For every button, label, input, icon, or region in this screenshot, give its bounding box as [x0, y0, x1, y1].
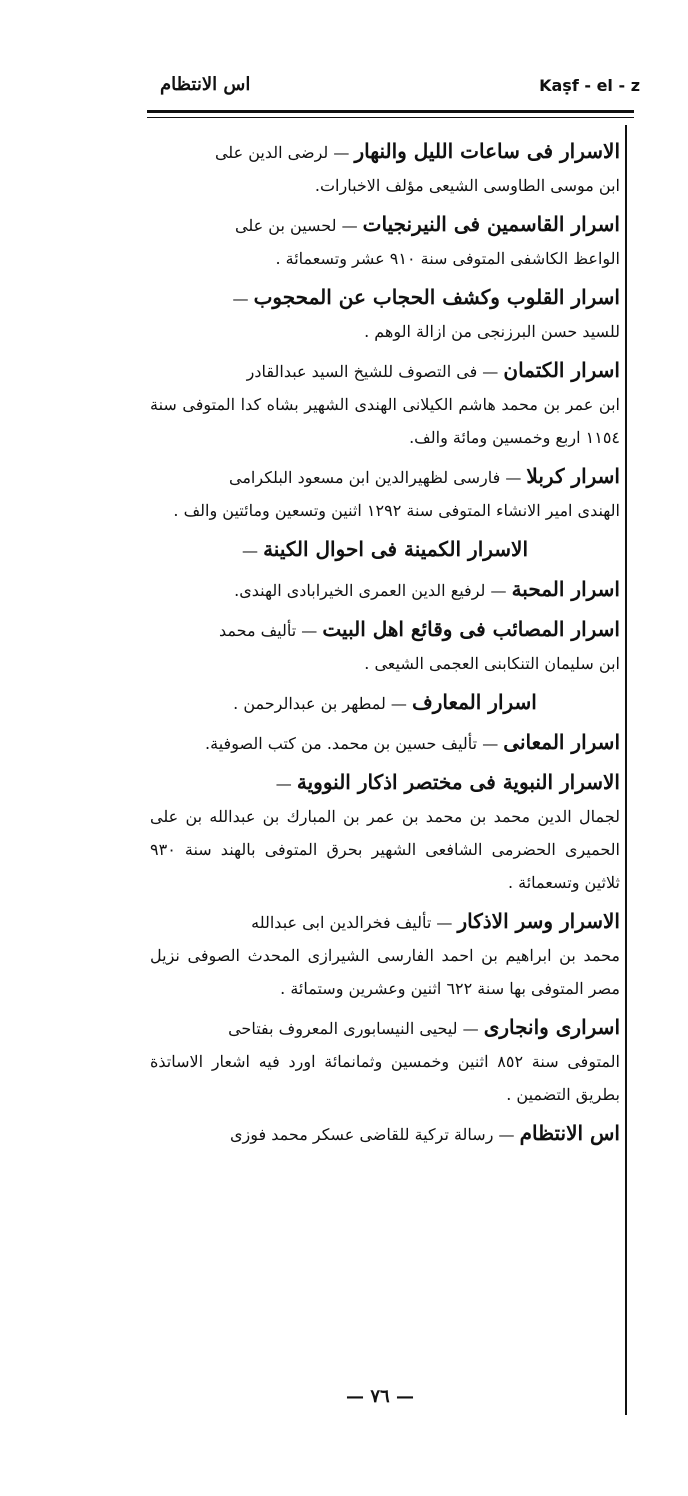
entry — [150, 135, 620, 202]
entry-details: محمد بن ابراهيم بن احمد الفارسى الشيرازى المحدث الصوفى نزيل مصر المتوفى بها سنة ٦٢٢ اثنين وعشرين وستمائة . — [150, 946, 621, 998]
page-header — [120, 70, 640, 106]
entry — [150, 460, 620, 527]
entry-author: — لرضى الدين على — [214, 143, 355, 162]
entry-author: — لحسين بن على — [235, 216, 363, 235]
entry — [150, 1117, 620, 1151]
entry-title: اسرار كربلا — [526, 464, 620, 488]
entry — [150, 766, 620, 899]
entry-author: — فارسى لظهيرالدين ابن مسعود البلكرامى — [229, 468, 527, 487]
entries-list — [150, 135, 620, 1157]
entry — [150, 281, 620, 348]
entry-title: اسرار الكتمان — [503, 358, 620, 382]
margin-line — [625, 125, 627, 1415]
entry-author: — ليحيى النيسابورى المعروف بفتاحى — [228, 1019, 484, 1038]
page-number: — ٧٦ — — [346, 1386, 414, 1407]
entry-author: — لرفيع الدين العمرى الخيرابادى الهندى. — [234, 581, 512, 600]
entry-details: الهندى امير الانشاء المتوفى سنة ١٢٩٢ اثنين وتسعين ومائتين والف . — [173, 501, 620, 520]
entry — [150, 533, 620, 567]
entry-author: — فى التصوف للشيخ السيد عبدالقادر — [246, 362, 504, 381]
entry-author: — تأليف محمد — [218, 621, 323, 640]
entry-author: — لمطهر بن عبدالرحمن . — [233, 694, 412, 713]
entry-title: اسرار القلوب وكشف الحجاب عن المحجوب — [253, 285, 620, 309]
entry-author: — تأليف فخرالدين ابى عبدالله — [251, 913, 458, 932]
entry — [150, 354, 620, 454]
entry — [150, 1011, 620, 1111]
entry-details: للسيد حسن البرزنجى من ازالة الوهم . — [364, 322, 620, 341]
entry-title: الاسرار وسر الاذكار — [457, 909, 620, 933]
section-marker: Kaṣf - el - z — [539, 76, 640, 95]
entry — [150, 613, 620, 680]
entry-author: — — [241, 541, 264, 560]
entry-title: اسرار المعارف — [411, 690, 537, 714]
entry-details: المتوفى سنة ٨٥٢ اثنين وخمسين وثمانمائة اورد فيه اشعار الاساتذة بطريق التضمين . — [150, 1052, 620, 1104]
running-title: اس الانتظام — [160, 74, 251, 95]
entry-title: اسرار القاسمين فى النيرنجيات — [362, 212, 620, 236]
entry-author: — رسالة تركية للقاضى عسكر محمد فوزى — [229, 1125, 520, 1144]
entry — [150, 686, 620, 720]
entry-title: اسرار المحبة — [511, 577, 620, 601]
entry — [150, 726, 620, 760]
entry-details: ابن سليمان التنكابنى العجمى الشيعى . — [364, 654, 620, 673]
entry-title: الاسرار فى ساعات الليل والنهار — [354, 139, 620, 163]
entry-title: الاسرار الكمينة فى احوال الكينة — [263, 537, 529, 561]
header-rule-thick — [147, 110, 634, 113]
entry-title: اس الانتظام — [519, 1121, 620, 1145]
entry-author: — — [232, 289, 254, 308]
header-rule-thin — [147, 117, 634, 118]
entry-title: اسرارى وانجارى — [483, 1015, 620, 1039]
entry-details: الواعظ الكاشفى المتوفى سنة ٩١٠ عشر وتسعمائة . — [275, 249, 620, 268]
entry — [150, 905, 620, 1005]
entry-title: اسرار المعانى — [503, 730, 620, 754]
entry-details: ابن موسى الطاوسى الشيعى مؤلف الاخبارات. — [314, 176, 620, 195]
entry — [150, 208, 620, 275]
entry-title: اسرار المصائب فى وقائع اهل البيت — [322, 617, 620, 641]
entry-title: الاسرار النبوية فى مختصر اذكار النووية — [296, 770, 620, 794]
entry-details: لجمال الدين محمد بن محمد بن عمر بن المبارك بن عبدالله بن على الحميرى الحضرمى الشافعى الشهير بحرق المتوفى بالهند سنة ٩٣٠ ثلاثين وتسعمائة . — [150, 807, 620, 892]
entry — [150, 573, 620, 607]
entry-details: ابن عمر بن محمد هاشم الكيلانى الهندى الشهير بشاه كدا المتوفى سنة ١١٥٤ اربع وخمسين ومائة والف. — [150, 395, 620, 447]
entry-author: — — [275, 774, 297, 793]
entry-author: — تأليف حسين بن محمد. من كتب الصوفية. — [205, 734, 504, 753]
